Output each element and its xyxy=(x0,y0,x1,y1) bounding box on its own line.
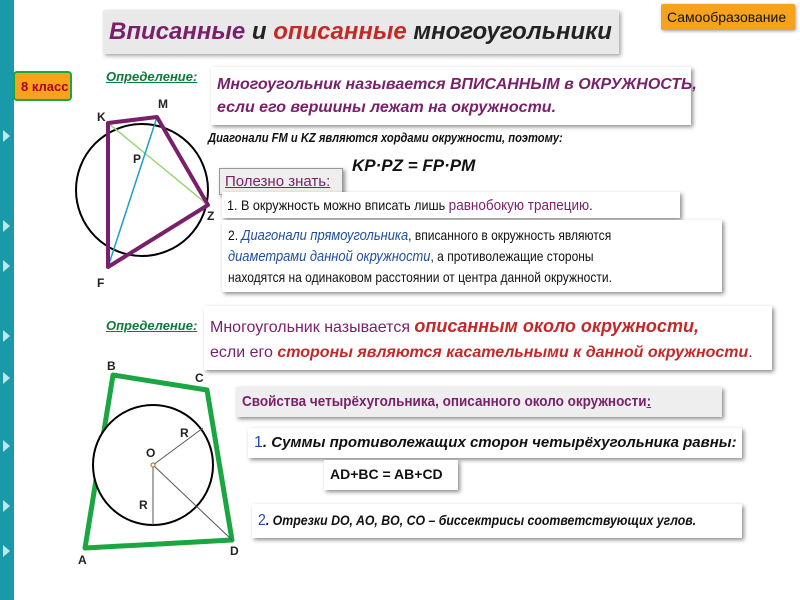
property-2-box: 2. Отрезки DO, AO, BO, CO – биссектрисы соответствующих углов. xyxy=(252,504,742,538)
radius-label-r: R xyxy=(180,426,189,440)
inscribed-definition-box: Многоугольник называется ВПИСАННЫМ в ОКРУЖНОСТЬ, если его вершины лежат на окружности. xyxy=(211,67,691,125)
fact-highlight: диаметрами данной окружности xyxy=(228,248,431,265)
point-label-b: B xyxy=(107,359,116,373)
self-education-badge: Самообразование xyxy=(661,4,795,30)
definition-label-inscribed: Определение: xyxy=(106,69,198,84)
property-1-box: 1. Суммы противолежащих сторон четырёхугольника равны: xyxy=(248,428,742,458)
arrow-icon xyxy=(3,130,10,142)
fact-highlight: Диагонали прямоугольника xyxy=(241,227,409,244)
fact-highlight: равнобокую трапецию xyxy=(448,197,590,214)
def-highlight: описанным около окружности, xyxy=(414,316,699,336)
fact-2-box: 2. Диагонали прямоугольника, вписанного в окружность являются диаметрами данной окружности, а противолежащие стороны находятся на одинаковом расстоянии от центра данной окружности. xyxy=(222,220,722,292)
point-label-m: M xyxy=(158,97,168,111)
def-highlight: ВПИСАННЫМ в ОКРУЖНОСТЬ xyxy=(449,76,693,93)
point-label-a: A xyxy=(78,553,87,567)
point-label-k: K xyxy=(97,110,106,124)
point-label-d: D xyxy=(230,544,239,558)
arrow-icon xyxy=(3,330,10,342)
arrow-icon xyxy=(3,440,10,452)
arrow-icon xyxy=(3,260,10,272)
title-word-polygons: многоугольники xyxy=(406,18,612,45)
arrow-icon xyxy=(3,220,10,232)
arrow-icon xyxy=(3,500,10,512)
circumscribed-quadrilateral-figure xyxy=(75,360,245,560)
def-text: Многоугольник называется xyxy=(217,76,450,93)
useful-to-know-label: Полезно знать: xyxy=(219,168,343,195)
circle xyxy=(76,124,208,256)
chord-formula: KP·PZ = FP·PM xyxy=(352,156,476,175)
properties-title: Свойства четырёхугольника, описанного около окружности: xyxy=(236,387,722,417)
title-word-inscribed: Вписанные xyxy=(109,18,246,45)
definition-label-circumscribed: Определение: xyxy=(106,318,198,333)
inscribed-quadrilateral-figure xyxy=(70,95,220,295)
center-point xyxy=(151,463,155,467)
arrow-icon xyxy=(3,545,10,557)
point-label-o: O xyxy=(146,446,156,460)
def-text: если его xyxy=(217,99,291,116)
arrow-icon xyxy=(3,372,10,384)
def-highlight: вершины лежат на окружности. xyxy=(290,99,557,116)
point-label-f: F xyxy=(97,276,105,290)
left-arrow-decorations xyxy=(0,0,14,600)
def-highlight: стороны являются касательными к данной окружности xyxy=(277,344,749,361)
title-word-circumscribed: описанные xyxy=(273,18,407,45)
property-1-formula: AD+BC = AB+CD xyxy=(324,460,458,490)
radius-label-r: R xyxy=(139,498,148,512)
chord-note: Диагонали FM и KZ являются хордами окружности, поэтому: xyxy=(208,130,563,145)
point-label-c: C xyxy=(195,371,204,385)
page-title xyxy=(103,10,619,54)
title-word-and: и xyxy=(245,18,274,45)
fact-1-box: 1. В окружность можно вписать лишь равнобокую трапецию. xyxy=(222,192,680,218)
circumscribed-definition-box: Многоугольник называется описанным около окружности, если его стороны являются касательными к данной окружности. xyxy=(204,306,772,370)
grade-badge: 8 класс xyxy=(13,71,72,101)
point-label-p: P xyxy=(133,152,142,166)
point-label-z: Z xyxy=(207,209,215,223)
